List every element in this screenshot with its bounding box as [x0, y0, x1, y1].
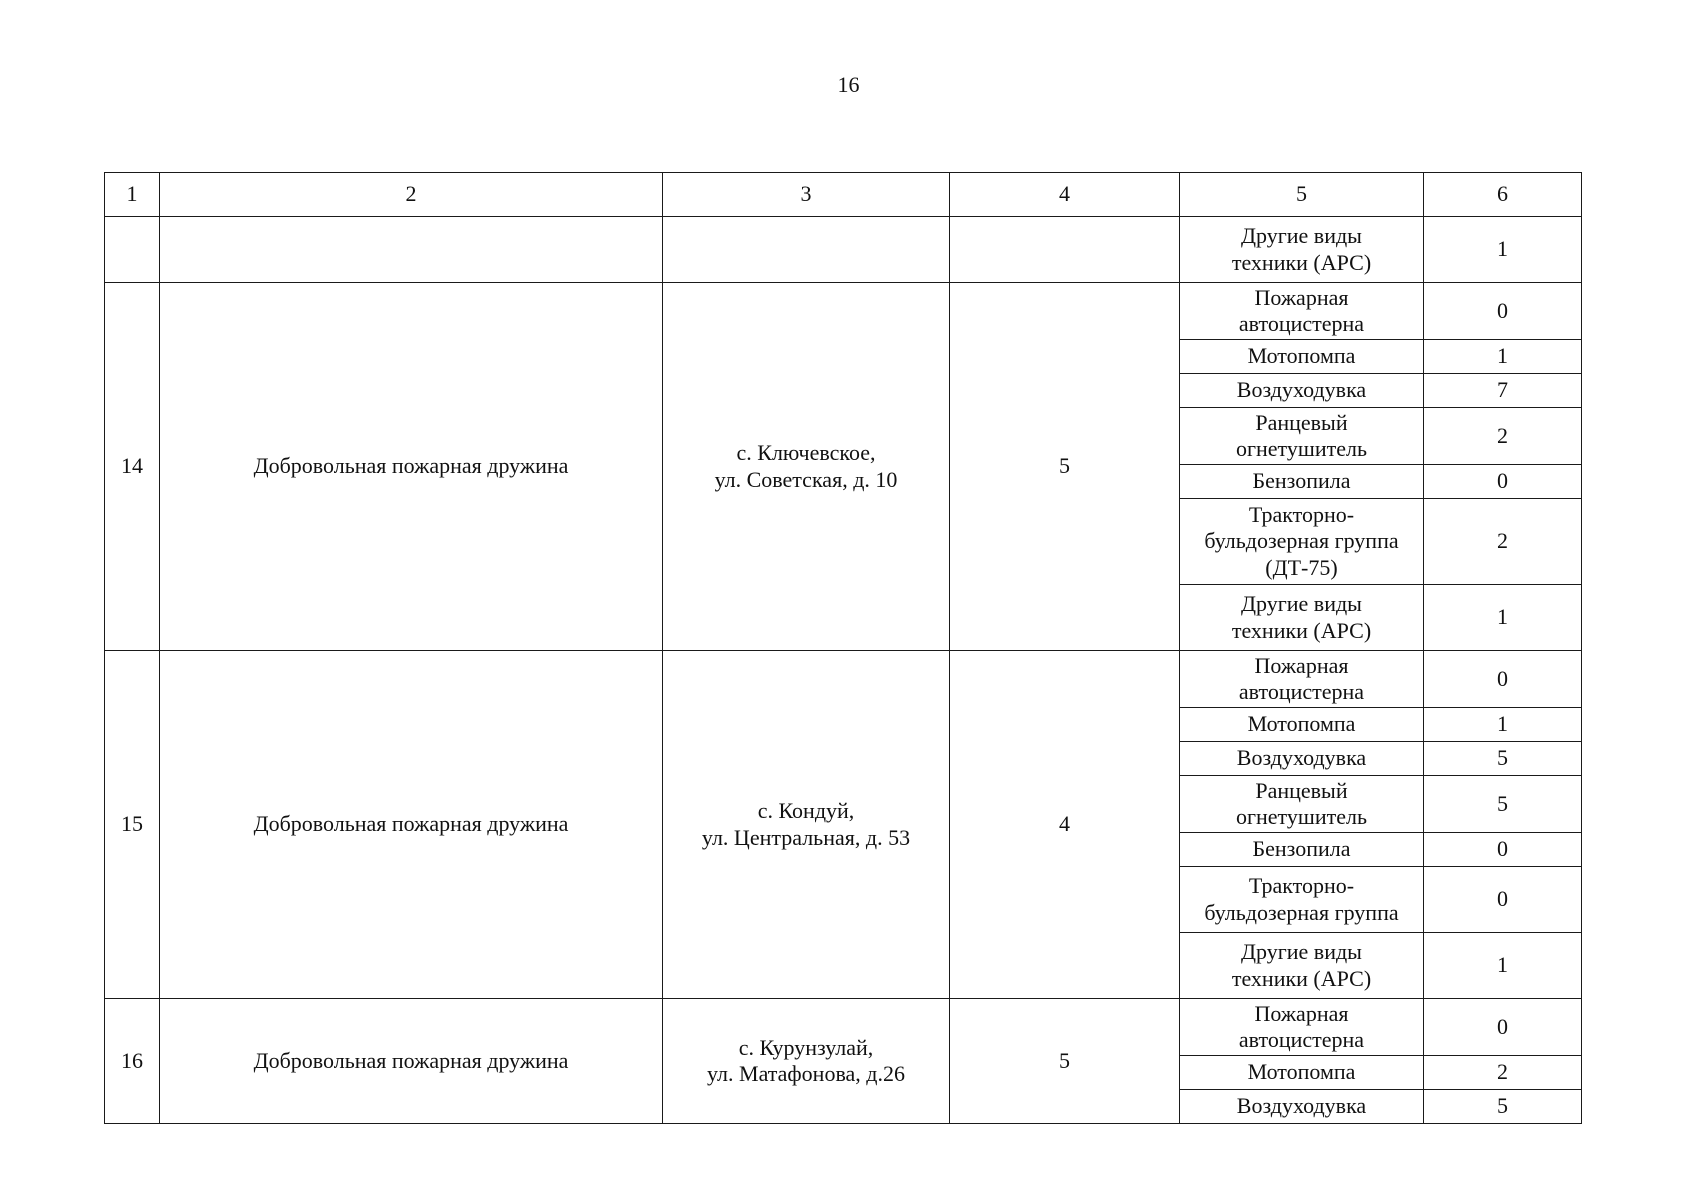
equipment-count-cell: 1 — [1424, 933, 1582, 999]
equipment-name-cell: Бензопила — [1180, 465, 1424, 499]
equipment-name-cell: Пожарная автоцистерна — [1180, 651, 1424, 708]
equipment-count-cell: 1 — [1424, 340, 1582, 374]
equipment-name-cell: Мотопомпа — [1180, 340, 1424, 374]
name-cell — [160, 217, 663, 283]
equipment-count-cell: 0 — [1424, 465, 1582, 499]
equipment-table — [104, 172, 1582, 1124]
people-cell: 5 — [950, 999, 1180, 1124]
address-cell: с. Курунзулай, ул. Матафонова, д.26 — [663, 999, 950, 1124]
equipment-name-cell: Другие виды техники (АРС) — [1180, 217, 1424, 283]
equipment-count-cell: 2 — [1424, 408, 1582, 465]
table-row — [105, 651, 1582, 708]
equipment-count-cell: 0 — [1424, 867, 1582, 933]
name-cell: Добровольная пожарная дружина — [160, 999, 663, 1124]
header-cell: 6 — [1424, 173, 1582, 217]
equipment-count-cell: 1 — [1424, 708, 1582, 742]
table-row — [105, 217, 1582, 283]
number-cell: 14 — [105, 283, 160, 651]
equipment-count-cell: 5 — [1424, 742, 1582, 776]
address-cell — [663, 217, 950, 283]
people-cell — [950, 217, 1180, 283]
header-cell: 2 — [160, 173, 663, 217]
equipment-count-cell: 5 — [1424, 776, 1582, 833]
name-cell: Добровольная пожарная дружина — [160, 283, 663, 651]
number-cell: 16 — [105, 999, 160, 1124]
equipment-name-cell: Ранцевый огнетушитель — [1180, 408, 1424, 465]
equipment-name-cell: Бензопила — [1180, 833, 1424, 867]
equipment-count-cell: 0 — [1424, 651, 1582, 708]
equipment-count-cell: 1 — [1424, 585, 1582, 651]
equipment-name-cell: Другие виды техники (АРС) — [1180, 585, 1424, 651]
equipment-name-cell: Воздуходувка — [1180, 1090, 1424, 1124]
equipment-count-cell: 1 — [1424, 217, 1582, 283]
equipment-count-cell: 0 — [1424, 283, 1582, 340]
equipment-count-cell: 7 — [1424, 374, 1582, 408]
equipment-count-cell: 5 — [1424, 1090, 1582, 1124]
equipment-count-cell: 2 — [1424, 499, 1582, 585]
table-body — [105, 173, 1582, 1124]
equipment-name-cell: Другие виды техники (АРС) — [1180, 933, 1424, 999]
name-cell: Добровольная пожарная дружина — [160, 651, 663, 999]
equipment-name-cell: Воздуходувка — [1180, 374, 1424, 408]
equipment-name-cell: Ранцевый огнетушитель — [1180, 776, 1424, 833]
equipment-name-cell: Тракторно- бульдозерная группа — [1180, 867, 1424, 933]
header-cell: 5 — [1180, 173, 1424, 217]
equipment-count-cell: 2 — [1424, 1056, 1582, 1090]
address-cell: с. Кондуй, ул. Центральная, д. 53 — [663, 651, 950, 999]
header-cell: 4 — [950, 173, 1180, 217]
number-cell: 15 — [105, 651, 160, 999]
equipment-name-cell: Пожарная автоцистерна — [1180, 999, 1424, 1056]
equipment-name-cell: Воздуходувка — [1180, 742, 1424, 776]
header-row — [105, 173, 1582, 217]
equipment-count-cell: 0 — [1424, 833, 1582, 867]
equipment-name-cell: Мотопомпа — [1180, 708, 1424, 742]
people-cell: 4 — [950, 651, 1180, 999]
header-cell: 1 — [105, 173, 160, 217]
equipment-name-cell: Мотопомпа — [1180, 1056, 1424, 1090]
equipment-count-cell: 0 — [1424, 999, 1582, 1056]
people-cell: 5 — [950, 283, 1180, 651]
page-number: 16 — [837, 72, 860, 97]
table-row — [105, 283, 1582, 340]
table-row — [105, 999, 1582, 1056]
header-cell: 3 — [663, 173, 950, 217]
equipment-name-cell: Пожарная автоцистерна — [1180, 283, 1424, 340]
address-cell: с. Ключевское, ул. Советская, д. 10 — [663, 283, 950, 651]
equipment-name-cell: Тракторно- бульдозерная группа (ДТ-75) — [1180, 499, 1424, 585]
number-cell — [105, 217, 160, 283]
